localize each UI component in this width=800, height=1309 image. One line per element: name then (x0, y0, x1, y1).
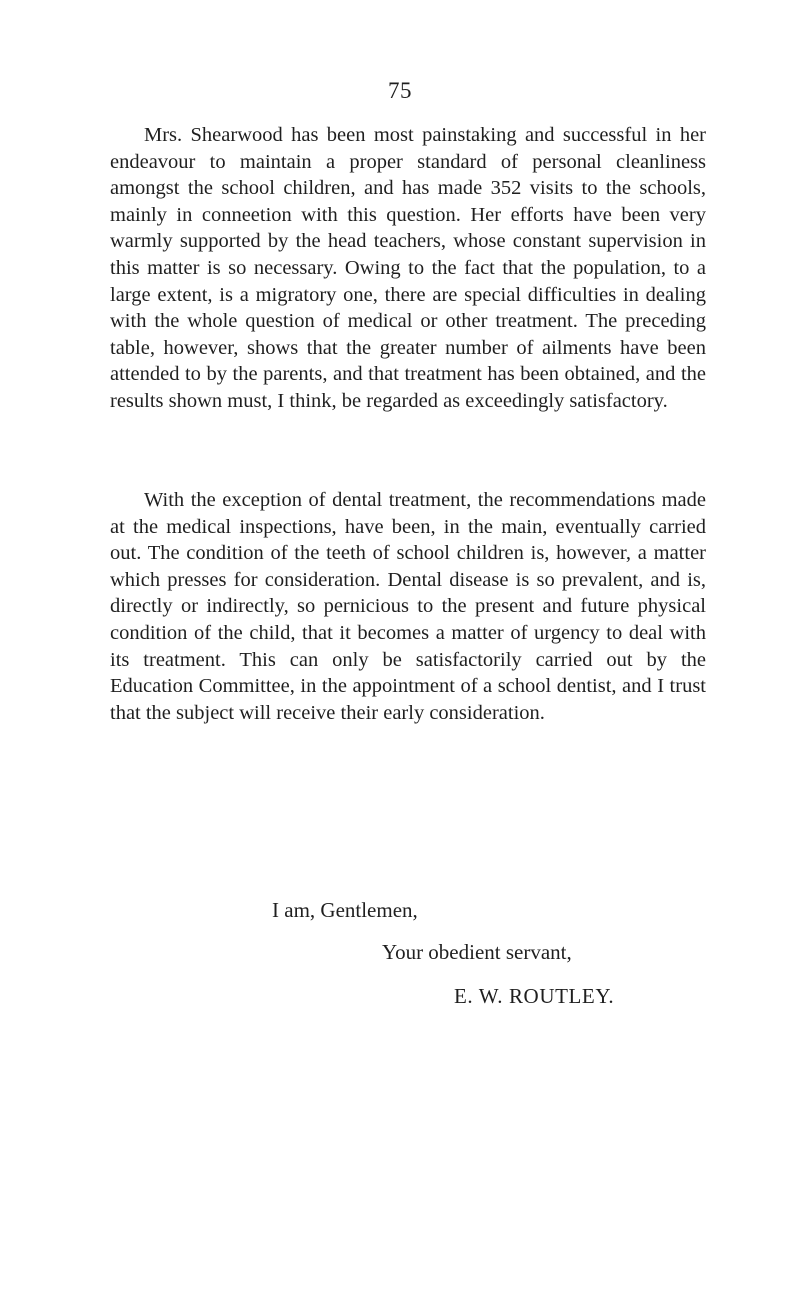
closing-valediction: Your obedient servant, (382, 940, 572, 964)
page-number: 75 (388, 78, 412, 103)
closing-salutation: I am, Gentlemen, (272, 898, 418, 922)
paragraph-dental-treatment: With the exception of dental treatment, the recommendations made at the medical inspections, have been, in the main, eventually carried out. The condition of the teeth of school children is, however, a matter which presses for consideration. Dental disease is so prevalent, and is, directly or indirectly, so pernicious to the present and future physical condition of the child, that it becomes a matter of urgency to deal with its treatment. This can only be satisfactorily carried out by the Education Committee, in the appointment of a school dentist, and I trust that the subject will receive their early consideration. (110, 489, 706, 724)
signature-name: E. W. ROUTLEY. (454, 984, 615, 1008)
paragraph-cleanliness: Mrs. Shearwood has been most painstaking and successful in her endeavour to maintain a proper standard of personal cleanliness amongst the school children, and has made 352 visits to the schools, mainly in conneetion with this question. Her efforts have been very warmly supported by the head teachers, whose constant supervision in this matter is so necessary. Owing to the fact that the population, to a large extent, is a migratory one, there are special difficulties in dealing with the whole question of medical or other treatment. The preceding table, however, shows that the greater number of ailments have been attended to by the parents, and that treatment has been obtained, and the results shown must, I think, be regarded as exceedingly satisfactory. (110, 124, 706, 412)
